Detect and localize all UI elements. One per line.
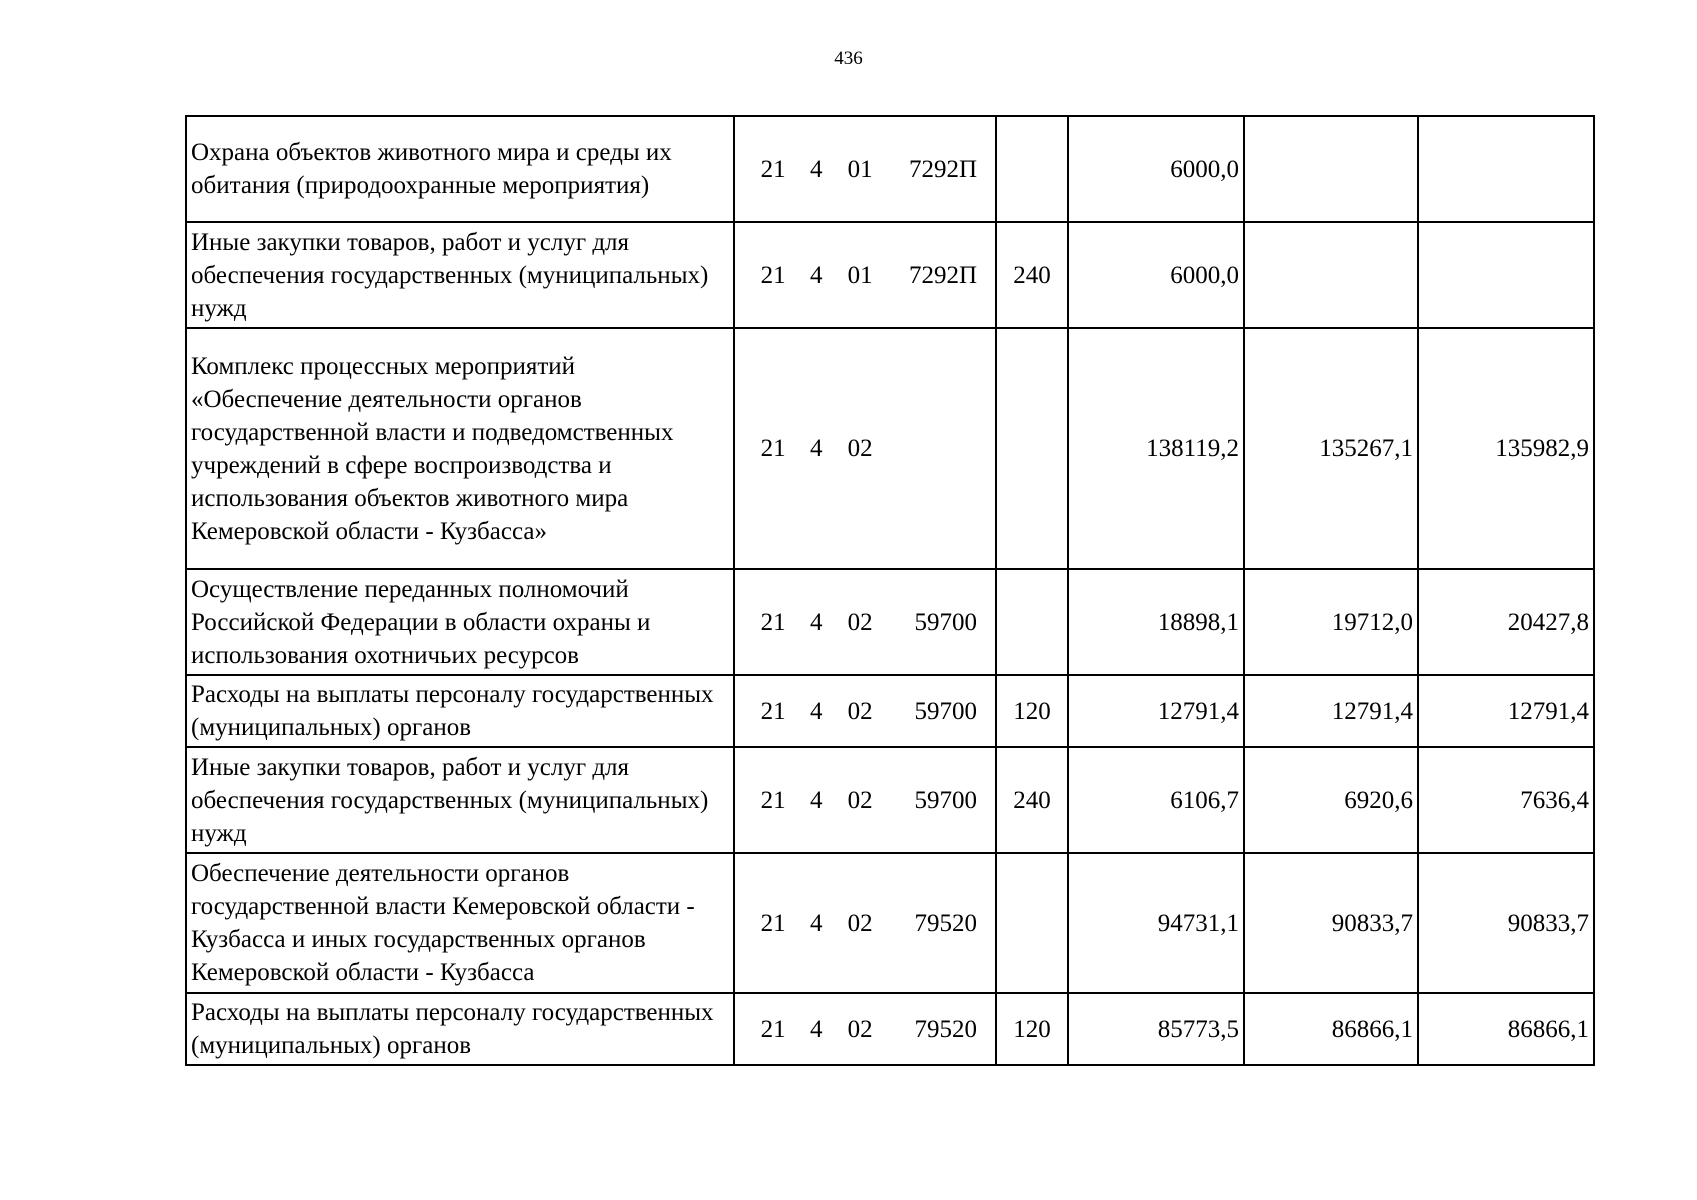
program-code: 21 — [760, 1015, 786, 1043]
row-code — [734, 328, 996, 569]
row-code — [734, 116, 996, 222]
subprogram-code: 4 — [809, 608, 823, 636]
year2-amount: 86866,1 — [1244, 993, 1418, 1065]
program-code: 21 — [760, 261, 786, 289]
program-code: 21 — [760, 697, 786, 725]
row-name: Расходы на выплаты персоналу государственных (муниципальных) органов — [186, 675, 734, 747]
subprogram-code: 4 — [809, 909, 823, 937]
table-row — [186, 328, 1594, 569]
expense-type — [996, 569, 1068, 675]
row-code — [734, 569, 996, 675]
subprogram-code: 4 — [809, 786, 823, 814]
row-name: Комплекс процессных мероприятий «Обеспечение деятельности органов государственной власти и подведомственных учреждений в сфере воспроизводства и использования объектов животного мира Кемеровской области - Кузбасса» — [186, 328, 734, 569]
year2-amount: 135267,1 — [1244, 328, 1418, 569]
row-name: Осуществление переданных полномочий Российской Федерации в области охраны и использования охотничьих ресурсов — [186, 569, 734, 675]
year3-amount: 12791,4 — [1418, 675, 1594, 747]
row-code — [734, 993, 996, 1065]
program-code: 21 — [760, 155, 786, 183]
direction-code: 7292П — [908, 155, 977, 183]
subprogram-code: 4 — [809, 697, 823, 725]
year2-amount — [1244, 222, 1418, 328]
year2-amount: 6920,6 — [1244, 747, 1418, 853]
subprogram-code: 4 — [809, 435, 823, 462]
row-name: Расходы на выплаты персоналу государственных (муниципальных) органов — [186, 993, 734, 1065]
row-name: Обеспечение деятельности органов государственной власти Кемеровской области - Кузбасса и иных государственных органов Кемеровской области - Кузбасса — [186, 853, 734, 993]
year1-amount: 85773,5 — [1068, 993, 1244, 1065]
main-event-code: 01 — [847, 155, 873, 183]
expense-type — [996, 853, 1068, 993]
expense-type: 120 — [996, 675, 1068, 747]
year3-amount — [1418, 116, 1594, 222]
row-code — [734, 853, 996, 993]
expense-type — [996, 116, 1068, 222]
expense-type — [996, 328, 1068, 569]
expense-type: 240 — [996, 222, 1068, 328]
program-code: 21 — [760, 435, 786, 462]
program-code: 21 — [760, 608, 786, 636]
program-code: 21 — [760, 909, 786, 937]
year1-amount: 6000,0 — [1068, 116, 1244, 222]
main-event-code: 02 — [847, 786, 873, 814]
table-row — [186, 853, 1594, 993]
year2-amount: 12791,4 — [1244, 675, 1418, 747]
year2-amount: 19712,0 — [1244, 569, 1418, 675]
subprogram-code: 4 — [809, 1015, 823, 1043]
direction-code: 79520 — [914, 1015, 977, 1043]
program-code: 21 — [760, 786, 786, 814]
main-event-code: 02 — [847, 697, 873, 725]
year3-amount: 135982,9 — [1418, 328, 1594, 569]
year1-amount: 6106,7 — [1068, 747, 1244, 853]
table-row — [186, 747, 1594, 853]
table-row — [186, 675, 1594, 747]
row-name: Иные закупки товаров, работ и услуг для обеспечения государственных (муниципальных) нужд — [186, 222, 734, 328]
page-number: 436 — [834, 48, 863, 69]
row-code — [734, 222, 996, 328]
year3-amount: 7636,4 — [1418, 747, 1594, 853]
direction-code: 59700 — [914, 697, 977, 725]
row-name: Иные закупки товаров, работ и услуг для обеспечения государственных (муниципальных) нужд — [186, 747, 734, 853]
expense-type: 240 — [996, 747, 1068, 853]
year1-amount: 18898,1 — [1068, 569, 1244, 675]
main-event-code: 02 — [847, 1015, 873, 1043]
expense-type: 120 — [996, 993, 1068, 1065]
year3-amount: 90833,7 — [1418, 853, 1594, 993]
year3-amount — [1418, 222, 1594, 328]
year1-amount: 12791,4 — [1068, 675, 1244, 747]
year1-amount: 94731,1 — [1068, 853, 1244, 993]
table-row — [186, 116, 1594, 222]
table-row — [186, 222, 1594, 328]
main-event-code: 02 — [847, 909, 873, 937]
main-event-code: 01 — [847, 261, 873, 289]
main-event-code: 02 — [847, 608, 873, 636]
direction-code: 79520 — [914, 909, 977, 937]
row-code — [734, 675, 996, 747]
direction-code: 59700 — [914, 608, 977, 636]
row-code — [734, 747, 996, 853]
table-row — [186, 993, 1594, 1065]
year3-amount: 20427,8 — [1418, 569, 1594, 675]
direction-code: 7292П — [908, 261, 977, 289]
main-event-code: 02 — [847, 435, 873, 462]
budget-table — [185, 115, 1595, 1066]
year1-amount: 6000,0 — [1068, 222, 1244, 328]
table-row — [186, 569, 1594, 675]
direction-code: 59700 — [914, 786, 977, 814]
year2-amount: 90833,7 — [1244, 853, 1418, 993]
year3-amount: 86866,1 — [1418, 993, 1594, 1065]
year2-amount — [1244, 116, 1418, 222]
row-name: Охрана объектов животного мира и среды их обитания (природоохранные мероприятия) — [186, 116, 734, 222]
subprogram-code: 4 — [809, 155, 823, 183]
subprogram-code: 4 — [809, 261, 823, 289]
year1-amount: 138119,2 — [1068, 328, 1244, 569]
